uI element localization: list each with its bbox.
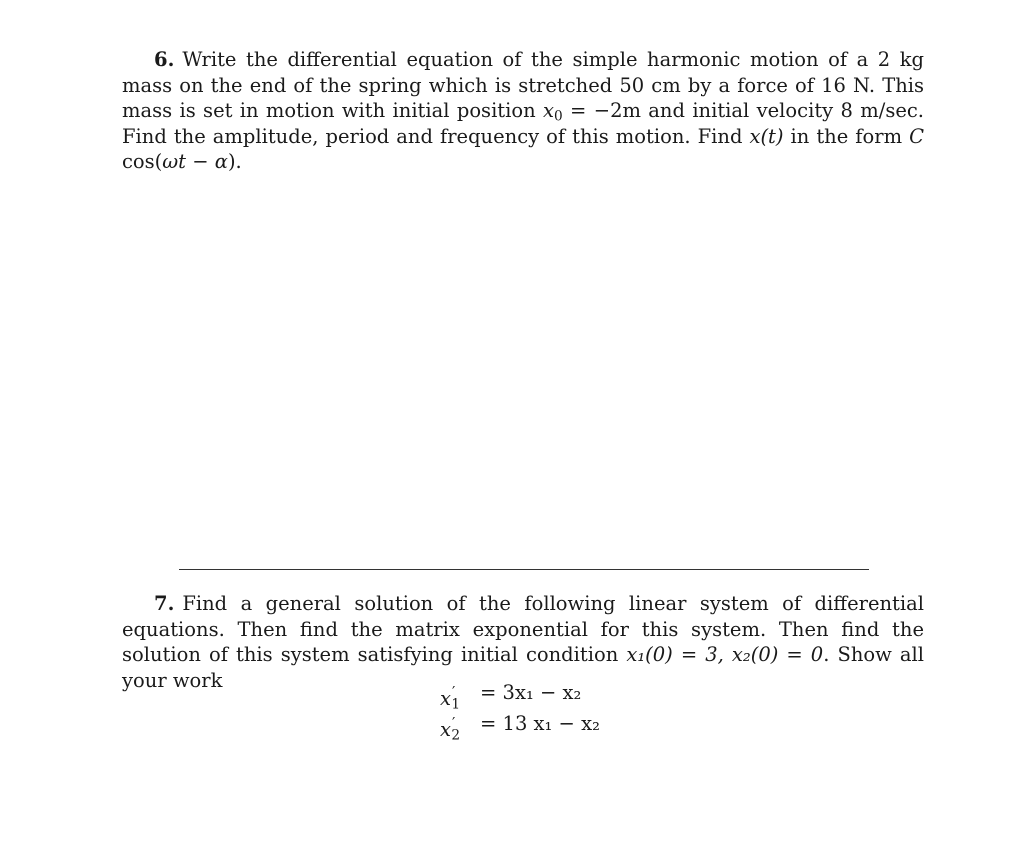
section-divider	[179, 569, 869, 570]
equation-1	[440, 680, 600, 711]
problem-6-text-c: in the form	[783, 124, 910, 148]
initial-position-var: $x_0$	[543, 99, 563, 125]
form-cos: cos(	[122, 150, 163, 173]
equation-2	[440, 711, 600, 742]
form-C: C	[909, 124, 925, 148]
problem-6-text-b: and initial velocity 8 m/sec. Find the amplitude, period and frequency of this motion. Find	[122, 99, 924, 148]
problem-6-text-a: Write the differential equation of the simple harmonic motion of a 2 kg mass on the end of the spring which is stretched 50 cm by a force of 16 N. This mass is set in motion with initial position	[122, 48, 924, 122]
form-argument: ωt − α	[162, 150, 228, 173]
equation-2-rhs: = 13 x₁ − x₂	[480, 712, 600, 736]
problem-7-text-a: Find a general solution of the following linear system of differential equations. Then find the matrix exponential for this system. Then find the solution of this system satisfying initial condition	[122, 592, 924, 666]
x-of-t: x(t)	[749, 124, 784, 148]
initial-condition: x₁(0) = 3, x₂(0) = 0	[626, 643, 824, 666]
equation-1-lhs: $x'_1$	[440, 684, 461, 713]
problem-7	[122, 591, 924, 693]
problem-6-number: 6.	[154, 48, 175, 71]
problem-7-number: 7.	[154, 592, 175, 615]
form-end: ).	[227, 150, 242, 173]
equation-1-rhs: = 3x₁ − x₂	[480, 681, 582, 704]
initial-position-value: = −2m	[562, 99, 641, 122]
equation-2-lhs: $x'_2$	[440, 715, 461, 744]
problem-6	[122, 47, 924, 175]
equation-system	[440, 680, 600, 742]
problem-7-text-b: . Show all your work	[122, 643, 924, 692]
